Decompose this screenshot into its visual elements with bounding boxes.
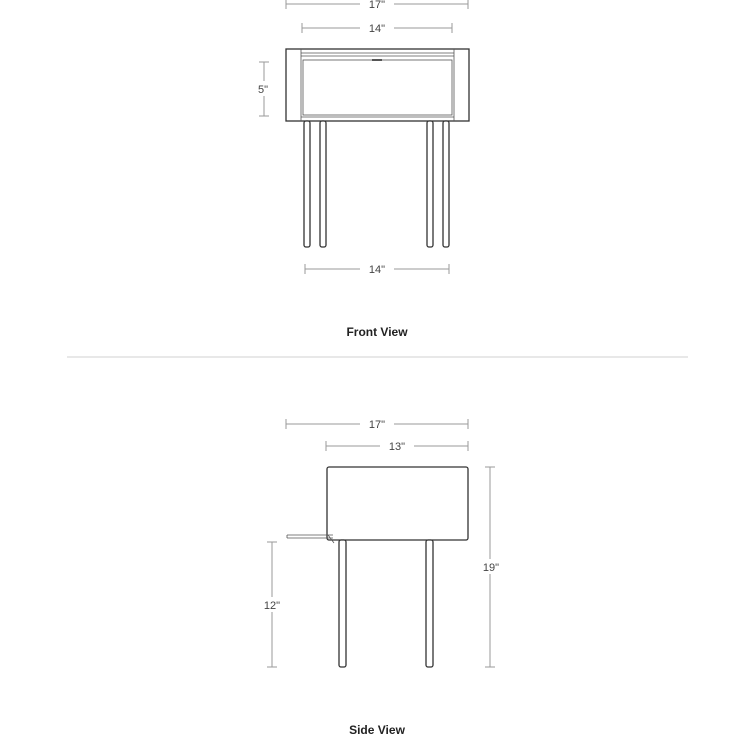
side-leg-back [426,540,433,667]
front-drawer-height-dimension [255,62,273,116]
front-drawer-width-dimension [302,21,452,35]
side-total-height-dimension [480,467,502,667]
front-view-caption: Front View [346,325,408,339]
side-case-depth-dimension [326,439,468,453]
front-leg-span-label: 14" [368,264,386,276]
front-view [255,0,469,339]
front-case [286,49,469,121]
side-case-depth-label: 13" [388,441,406,453]
front-leg-span-dimension [305,262,449,276]
front-leg-4 [443,121,449,247]
front-legs [304,121,449,247]
side-view-caption: Side View [349,723,405,737]
front-drawer-height-label: 5" [257,84,269,96]
front-overall-width-dimension [286,0,468,11]
front-leg-1 [304,121,310,247]
side-view [261,417,502,737]
front-drawer [303,60,452,115]
side-case [327,467,468,540]
front-leg-3 [427,121,433,247]
front-drawer-width-label: 14" [368,23,386,35]
side-overall-depth-dimension [286,417,468,431]
side-overall-depth-label: 17" [368,419,386,431]
side-leg-front [339,540,346,667]
side-total-height-label: 19" [482,562,500,574]
side-leg-height-dimension [261,542,283,667]
side-leg-height-label: 12" [263,600,281,612]
front-overall-width-label: 17" [368,0,386,11]
front-leg-2 [320,121,326,247]
